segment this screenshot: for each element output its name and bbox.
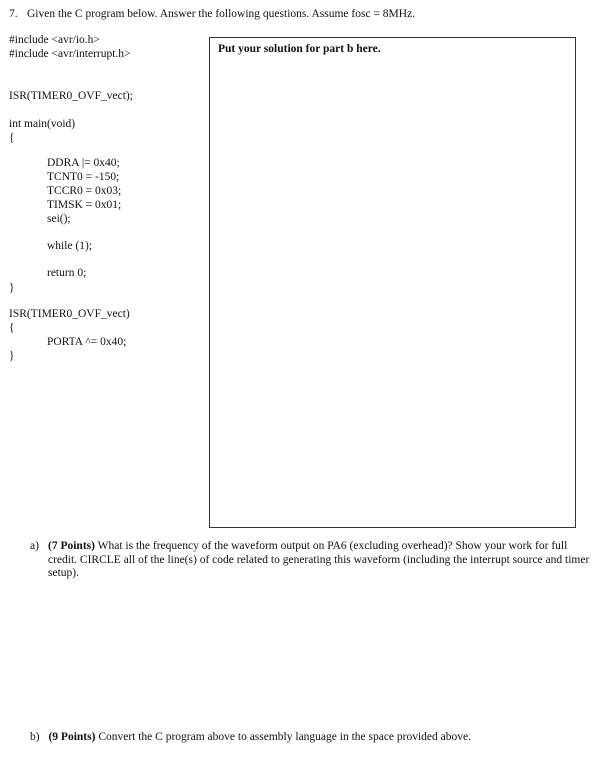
code-main-open-brace: {: [9, 132, 15, 144]
code-isr-close-brace: }: [9, 350, 15, 362]
part-b-points: (9 Points): [48, 731, 96, 743]
part-b: [30, 731, 471, 743]
code-isr-declaration: ISR(TIMER0_OVF_vect);: [9, 90, 133, 102]
solution-box-label: Put your solution for part b here.: [218, 43, 381, 55]
code-while: while (1);: [47, 240, 93, 252]
code-include-io: #include <avr/io.h>: [9, 34, 100, 46]
part-a: [30, 540, 590, 581]
code-porta-toggle: PORTA ^= 0x40;: [47, 336, 127, 348]
code-main-signature: int main(void): [9, 118, 76, 130]
code-isr-definition: ISR(TIMER0_OVF_vect): [9, 308, 130, 320]
part-a-text-block: [48, 540, 590, 581]
code-sei: sei();: [47, 213, 71, 225]
code-tccr0: TCCR0 = 0x03;: [47, 185, 122, 197]
question-number: 7.: [9, 8, 18, 20]
question-prompt: Given the C program below. Answer the following questions. Assume fosc = 8MHz.: [27, 8, 416, 20]
part-b-letter: b): [30, 731, 40, 743]
part-a-question: What is the frequency of the waveform output on PA6 (excluding overhead)? Show your work for full credit. CIRCLE all of the line(s) of code related to generating this waveform (including the interrupt source and timer setup).: [48, 540, 590, 579]
code-main-close-brace: }: [9, 282, 15, 294]
code-include-interrupt: #include <avr/interrupt.h>: [9, 48, 131, 60]
code-return: return 0;: [47, 267, 87, 279]
part-a-points: (7 Points): [48, 540, 95, 552]
code-ddra: DDRA |= 0x40;: [47, 157, 120, 169]
part-a-letter: a): [30, 540, 39, 552]
code-tcnt0: TCNT0 = -150;: [47, 171, 120, 183]
code-isr-open-brace: {: [9, 322, 15, 334]
solution-box[interactable]: [209, 37, 576, 528]
part-b-question: Convert the C program above to assembly language in the space provided above.: [95, 731, 471, 743]
code-timsk: TIMSK = 0x01;: [47, 199, 122, 211]
